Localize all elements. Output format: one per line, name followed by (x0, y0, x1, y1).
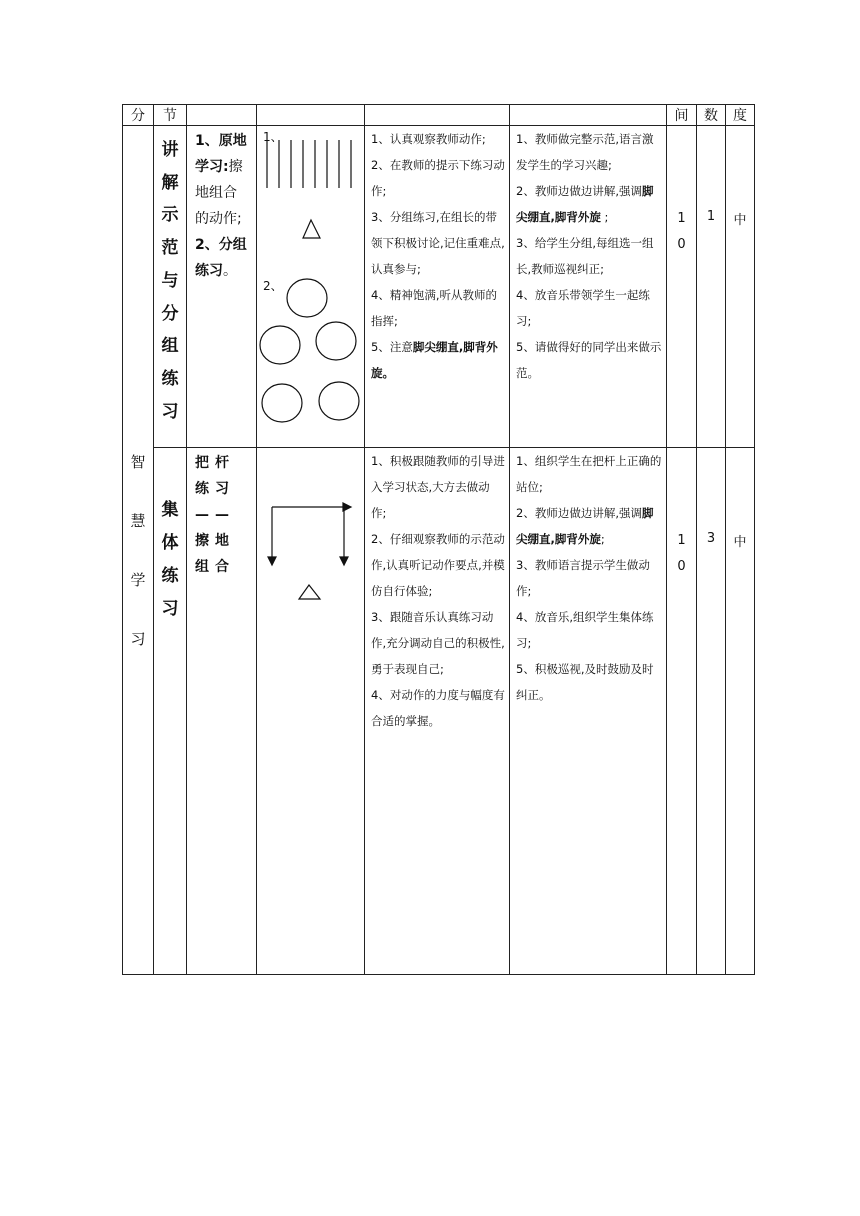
list-item: 3、教师语言提示学生做动作; (516, 558, 650, 598)
list-item: 4、放音乐,组织学生集体练习; (516, 610, 654, 650)
section1-student-activity (365, 126, 510, 448)
section1-count: 1 (697, 126, 726, 448)
lesson-plan-table (122, 104, 755, 975)
list-item: 4、对动作的力度与幅度有合适的掌握。 (371, 688, 505, 728)
list-item: 1、认真观察教师动作; (371, 132, 486, 146)
section1-teacher-activity (510, 126, 667, 448)
header-cell (510, 105, 667, 126)
header-cell (365, 105, 510, 126)
group-circle-icon (316, 322, 356, 360)
section1-intensity: 中 (726, 126, 755, 448)
section2-intensity: 中 (726, 448, 755, 975)
arrow-down-icon (268, 557, 276, 565)
section2-diagram (257, 448, 365, 975)
section1-time: 1 0 (667, 126, 697, 448)
list-item: 3、给学生分组,每组选一组长,教师巡视纠正; (516, 236, 654, 276)
list-item: 2、在教师的提示下练习动作; (371, 158, 505, 198)
header-cell: 数 (697, 105, 726, 126)
section2-title: 集 体 练 习 (154, 448, 187, 975)
list-item: 5、积极巡视,及时鼓励及时纠正。 (516, 662, 654, 702)
section2-method: 把杆练习——擦地组合 (187, 448, 257, 975)
list-item: 1、积极跟随教师的引导进入学习状态,大方去做动作; (371, 454, 505, 520)
header-cell (187, 105, 257, 126)
teacher-triangle-icon (299, 585, 320, 599)
header-cell: 度 (726, 105, 755, 126)
section2-count: 3 (697, 448, 726, 975)
diagram-label: 2、 (263, 279, 283, 293)
section2-time: 1 0 (667, 448, 697, 975)
group-circle-icon (319, 382, 359, 420)
list-item: 2、教师边做边讲解,强调脚尖绷直,脚背外旋 ; (516, 184, 654, 224)
group-circle-icon (262, 384, 302, 422)
list-item: 3、跟随音乐认真练习动作,充分调动自己的积极性,勇于表现自己; (371, 610, 505, 676)
list-item: 4、放音乐带领学生一起练习; (516, 288, 650, 328)
header-cell: 间 (667, 105, 697, 126)
header-cell: 节 (154, 105, 187, 126)
part-label: 智 慧 学 习 (123, 126, 154, 975)
list-item: 1、教师做完整示范,语言激发学生的学习兴趣; (516, 132, 654, 172)
formation-diagram (257, 126, 365, 446)
teacher-triangle-icon (303, 220, 320, 238)
section2-student-activity (365, 448, 510, 975)
section2-teacher-activity (510, 448, 667, 975)
list-item: 5、注意脚尖绷直,脚背外旋。 (371, 340, 498, 380)
group-circle-icon (260, 326, 300, 364)
list-item: 2、仔细观察教师的示范动作,认真听记动作要点,并模仿自行体验; (371, 532, 505, 598)
section1-row (123, 126, 755, 448)
list-item: 4、精神饱满,听从教师的指挥; (371, 288, 497, 328)
header-cell: 分 (123, 105, 154, 126)
diagram-label: 1、 (263, 130, 283, 144)
section2-row (123, 448, 755, 975)
list-item: 3、分组练习,在组长的带领下积极讨论,记住重难点,认真参与; (371, 210, 505, 276)
list-item: 1、组织学生在把杆上正确的站位; (516, 454, 662, 494)
header-cell (257, 105, 365, 126)
arrow-down-icon (340, 557, 348, 565)
list-item: 2、教师边做边讲解,强调脚尖绷直,脚背外旋; (516, 506, 654, 546)
section1-diagram (257, 126, 365, 448)
group-circle-icon (287, 279, 327, 317)
header-row (123, 105, 755, 126)
section1-title: 讲 解 示 范 与 分 组 练 习 (154, 126, 187, 448)
list-item: 5、请做得好的同学出来做示范。 (516, 340, 662, 380)
barre-diagram (257, 448, 365, 648)
section1-method: 1、原地学习:擦地组合的动作; 2、分组练习。 (187, 126, 257, 448)
